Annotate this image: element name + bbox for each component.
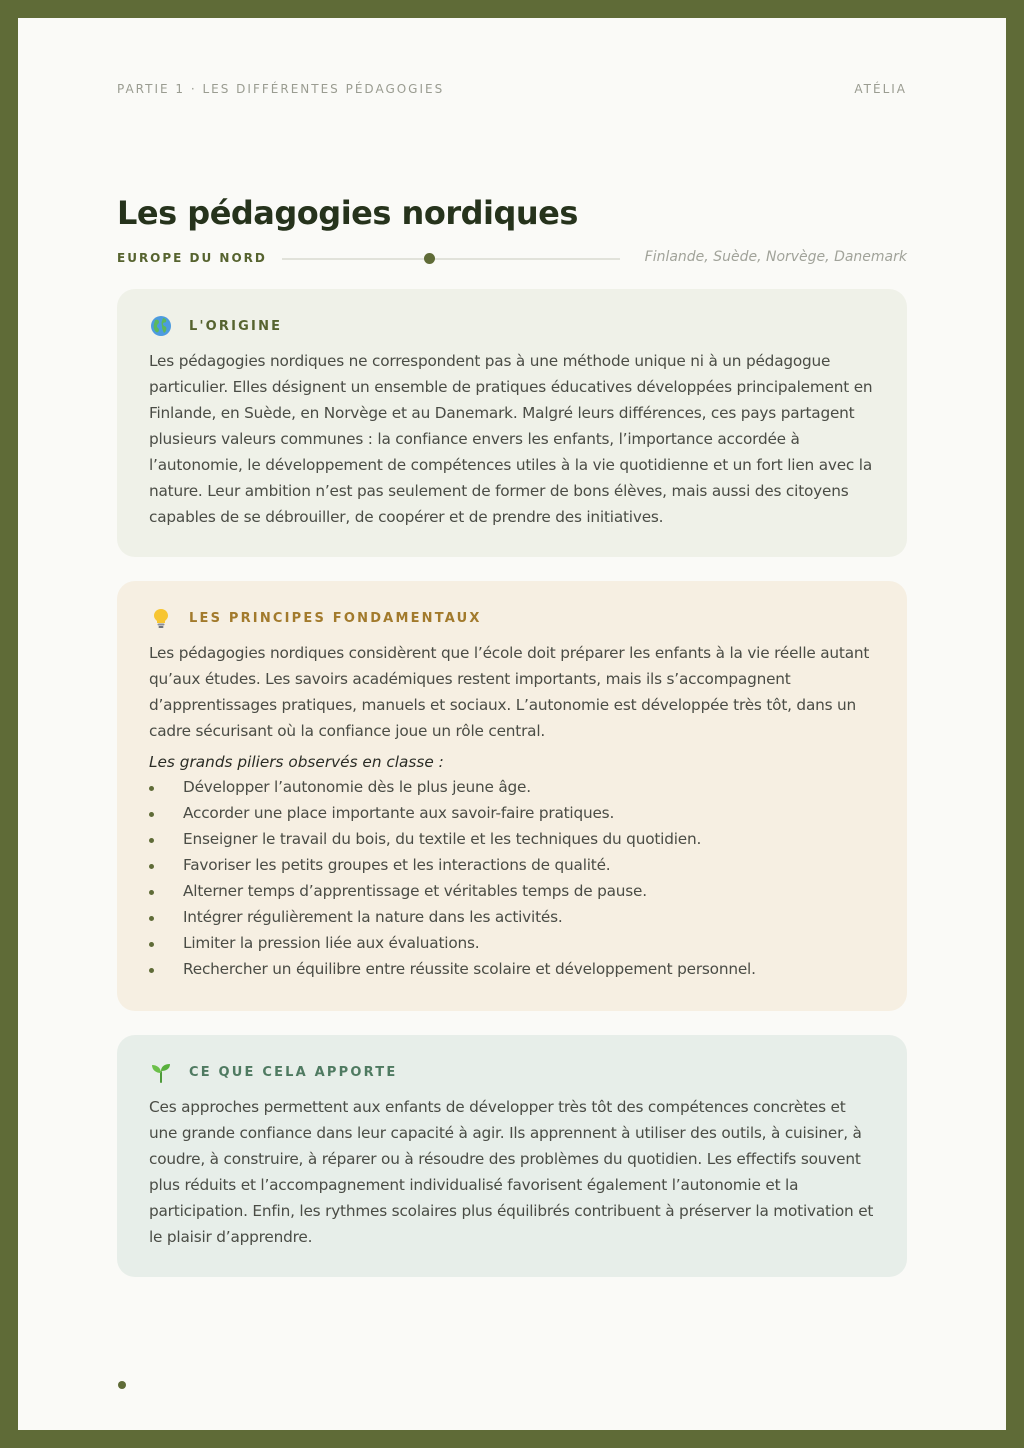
bullet-dot <box>149 890 154 895</box>
bullet-dot <box>149 838 154 843</box>
origin-card-title: L'ORIGINE <box>189 318 283 334</box>
origin-card-header <box>149 315 875 337</box>
pillar-text: Rechercher un équilibre entre réussite scolaire et développement personnel. <box>183 960 756 978</box>
benefits-card-header <box>149 1061 875 1083</box>
origin-card-text: Les pédagogies nordiques ne correspondent pas à une méthode unique ni à un pédagogue particulier. Elles désignent un ensemble de pratiques éducatives développées principalement en Finlande, en Suède, en Norvège et au Danemark. Malgré leurs différences, ces pays partagent plusieurs valeurs communes : la confiance envers les enfants, l’importance accordée à l’autonomie, le développement de compétences utiles à la vie quotidienne et un fort lien avec la nature. Leur ambition n’est pas seulement de former de bons élèves, mais aussi des citoyens capables de se débrouiller, de coopérer et de prendre des initiatives. <box>149 352 873 526</box>
bullet-dot <box>149 812 154 817</box>
list-item <box>149 774 875 800</box>
section-label: PARTIE 1 · LES DIFFÉRENTES PÉDAGOGIES <box>117 82 445 96</box>
list-item <box>149 826 875 852</box>
seedling-icon <box>149 1061 173 1083</box>
bullet-dot <box>149 786 154 791</box>
list-item <box>149 852 875 878</box>
divider-line <box>282 258 620 260</box>
benefits-card <box>117 1035 907 1277</box>
pillar-text: Alterner temps d’apprentissage et véritables temps de pause. <box>183 882 647 900</box>
pillar-text: Accorder une place importante aux savoir-faire pratiques. <box>183 804 615 822</box>
lightbulb-icon <box>149 607 173 629</box>
pillars-intro: Les grands piliers observés en classe : <box>149 753 444 771</box>
pillar-text: Développer l’autonomie dès le plus jeune âge. <box>183 778 531 796</box>
benefits-card-text: Ces approches permettent aux enfants de développer très tôt des compétences concrètes et une grande confiance dans leur capacité à agir. Ils apprennent à utiliser des outils, à cuisiner, à coudre, à construire, à réparer ou à résoudre des problèmes du quotidien. Les effectifs souvent plus réduits et l’accompagnement individualisé favorisent également l’autonomie et la participation. Enfin, les rythmes scolaires plus équilibrés contribuent à préserver la motivation et le plaisir d’apprendre. <box>149 1098 874 1246</box>
benefits-card-title: CE QUE CELA APPORTE <box>189 1064 398 1080</box>
list-item <box>149 956 875 982</box>
list-item <box>149 930 875 956</box>
pillars-list <box>149 774 875 982</box>
pillar-text: Limiter la pression liée aux évaluations. <box>183 934 480 952</box>
page-title: Les pédagogies nordiques <box>117 194 578 232</box>
principles-card <box>117 581 907 1011</box>
bullet-dot <box>149 864 154 869</box>
pillar-text: Intégrer régulièrement la nature dans les activités. <box>183 908 563 926</box>
origin-card <box>117 289 907 557</box>
principles-card-title: LES PRINCIPES FONDAMENTAUX <box>189 610 482 626</box>
divider-dot <box>424 253 435 264</box>
bullet-dot <box>149 916 154 921</box>
list-item <box>149 904 875 930</box>
bullet-dot <box>149 942 154 947</box>
pillar-text: Favoriser les petits groupes et les interactions de qualité. <box>183 856 611 874</box>
pillar-text: Enseigner le travail du bois, du textile et les techniques du quotidien. <box>183 830 702 848</box>
footer-dot <box>118 1381 126 1389</box>
brand-label: ATÉLIA <box>854 82 907 96</box>
list-item <box>149 878 875 904</box>
bullet-dot <box>149 968 154 973</box>
principles-card-text: Les pédagogies nordiques considèrent que l’école doit préparer les enfants à la vie réelle autant qu’aux études. Les savoirs académiques restent importants, mais ils s’accompagnent d’apprentissages pratiques, manuels et sociaux. L’autonomie est développée très tôt, dans un cadre sécurisant où la confiance joue un rôle central. <box>149 644 870 740</box>
page <box>18 18 1006 1430</box>
principles-card-header <box>149 607 875 629</box>
countries-label: Finlande, Suède, Norvège, Danemark <box>644 249 907 265</box>
region-label: EUROPE DU NORD <box>117 251 267 265</box>
list-item <box>149 800 875 826</box>
globe-icon <box>149 315 173 337</box>
subtitle-row <box>117 249 907 269</box>
running-head <box>117 82 907 96</box>
